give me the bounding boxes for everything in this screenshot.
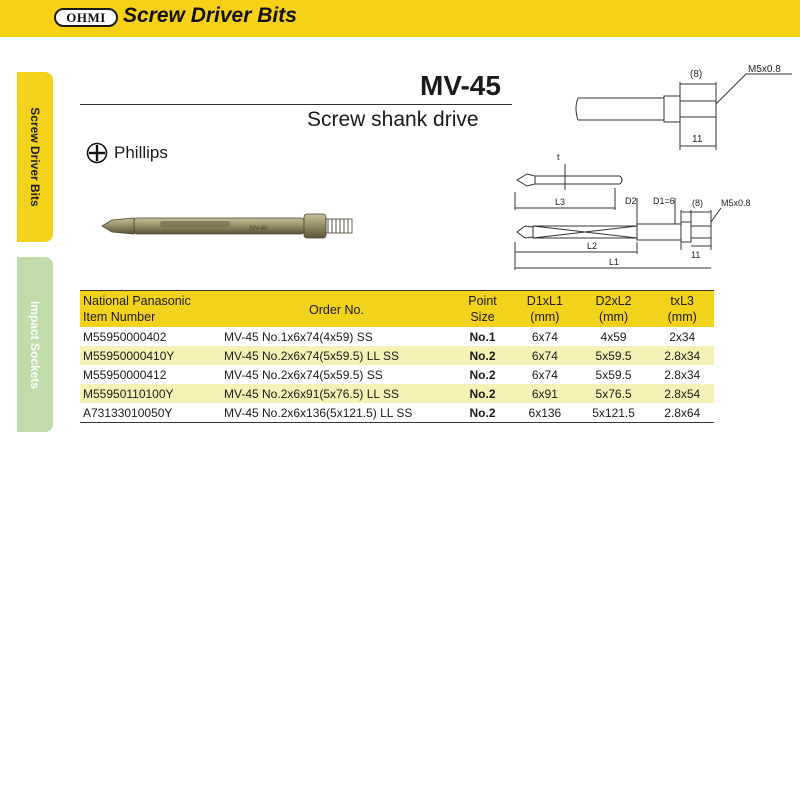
cell-point: No.2 [469,405,496,420]
cell-order: MV-45 No.2x6x136(5x121.5) LL SS [224,405,413,420]
bit-photo [100,208,360,244]
dim-thread: M5x0.8 [721,198,751,208]
side-tab-label: Impact Sockets [28,300,42,389]
table-header-row [80,291,714,310]
cell-txl3: 2.8x34 [664,367,701,382]
cell-item: M55950000412 [83,367,167,382]
header-d1l1: D1xL1 [513,291,577,310]
title-divider [80,104,512,105]
side-tab-screw-driver-bits[interactable] [17,72,53,242]
cell-point: No.1 [469,329,496,344]
header-item: National Panasonic [80,291,221,310]
cell-order: MV-45 No.2x6x74(5x59.5) SS [224,367,383,382]
model-subtitle: Screw shank drive [307,108,479,131]
brand-logo-text: OHMI [66,9,106,25]
top-dim-8: (8) [690,69,703,80]
cell-point: No.2 [452,384,513,403]
cell-order: MV-45 No.2x6x74(5x59.5) LL SS [221,346,452,365]
header-txl3: txL3 [650,291,714,310]
table-row [80,327,714,346]
cell-d1l1: 6x74 [531,367,558,382]
phillips-cross-icon [86,142,108,164]
bit-engraving: MV-45 [250,226,268,232]
cell-d2l2: 5x121.5 [592,405,635,420]
cell-d1l1: 6x136 [528,405,562,420]
top-thread-label: M5x0.8 [748,64,781,75]
table-row [80,346,714,365]
cell-txl3: 2x34 [669,329,696,344]
header-point: Point [452,291,513,310]
header-bar [0,0,800,37]
table-row [80,365,714,384]
cell-d2l2: 4x59 [600,329,627,344]
dim-l2: L2 [587,241,598,251]
side-tab-label: Screw Driver Bits [28,107,42,207]
cell-d1l1: 6x74 [513,346,577,365]
dim-8: (8) [692,198,703,208]
cell-item: M55950000402 [83,329,167,344]
model-title: MV-45 [420,70,501,101]
spec-table [80,290,714,423]
cell-order: MV-45 No.1x6x74(4x59) SS [224,329,373,344]
cell-item: M55950110100Y [80,384,221,403]
header-d2l2: D2xL2 [577,291,651,310]
dim-d2: D2 [625,196,637,206]
table-row [80,403,714,423]
dim-l3: L3 [555,197,566,207]
header-txl3-unit: (mm) [650,309,714,327]
cell-txl3: 2.8x54 [650,384,714,403]
cell-txl3: 2.8x64 [664,405,701,420]
cell-d1l1: 6x91 [513,384,577,403]
cell-point: No.2 [452,346,513,365]
cell-d2l2: 5x59.5 [577,346,651,365]
header-d1l1-unit: (mm) [513,309,577,327]
header-order: Order No. [221,291,452,328]
header-item-2: Item Number [80,309,221,327]
cell-item: A73133010050Y [83,405,173,420]
dim-d1: D1=6 [653,196,675,206]
dim-11: 11 [691,250,701,260]
dim-t: t [557,152,560,162]
point-type [86,142,168,164]
bit-dimension-diagram [505,150,765,280]
cell-point: No.2 [469,367,496,382]
cell-d1l1: 6x74 [531,329,558,344]
dim-l1: L1 [609,257,620,267]
page-title: Screw Driver Bits [123,4,297,27]
cell-order: MV-45 No.2x6x91(5x76.5) LL SS [221,384,452,403]
point-type-label: Phillips [114,143,168,162]
header-point-2: Size [452,309,513,327]
brand-logo [54,8,118,27]
thread-detail-diagram [572,62,796,152]
table-row [80,384,714,403]
header-d2l2-unit: (mm) [577,309,651,327]
cell-d2l2: 5x76.5 [577,384,651,403]
cell-d2l2: 5x59.5 [595,367,632,382]
cell-txl3: 2.8x34 [650,346,714,365]
top-dim-11: 11 [692,134,703,145]
side-tab-impact-sockets[interactable] [17,257,53,432]
cell-item: M55950000410Y [80,346,221,365]
